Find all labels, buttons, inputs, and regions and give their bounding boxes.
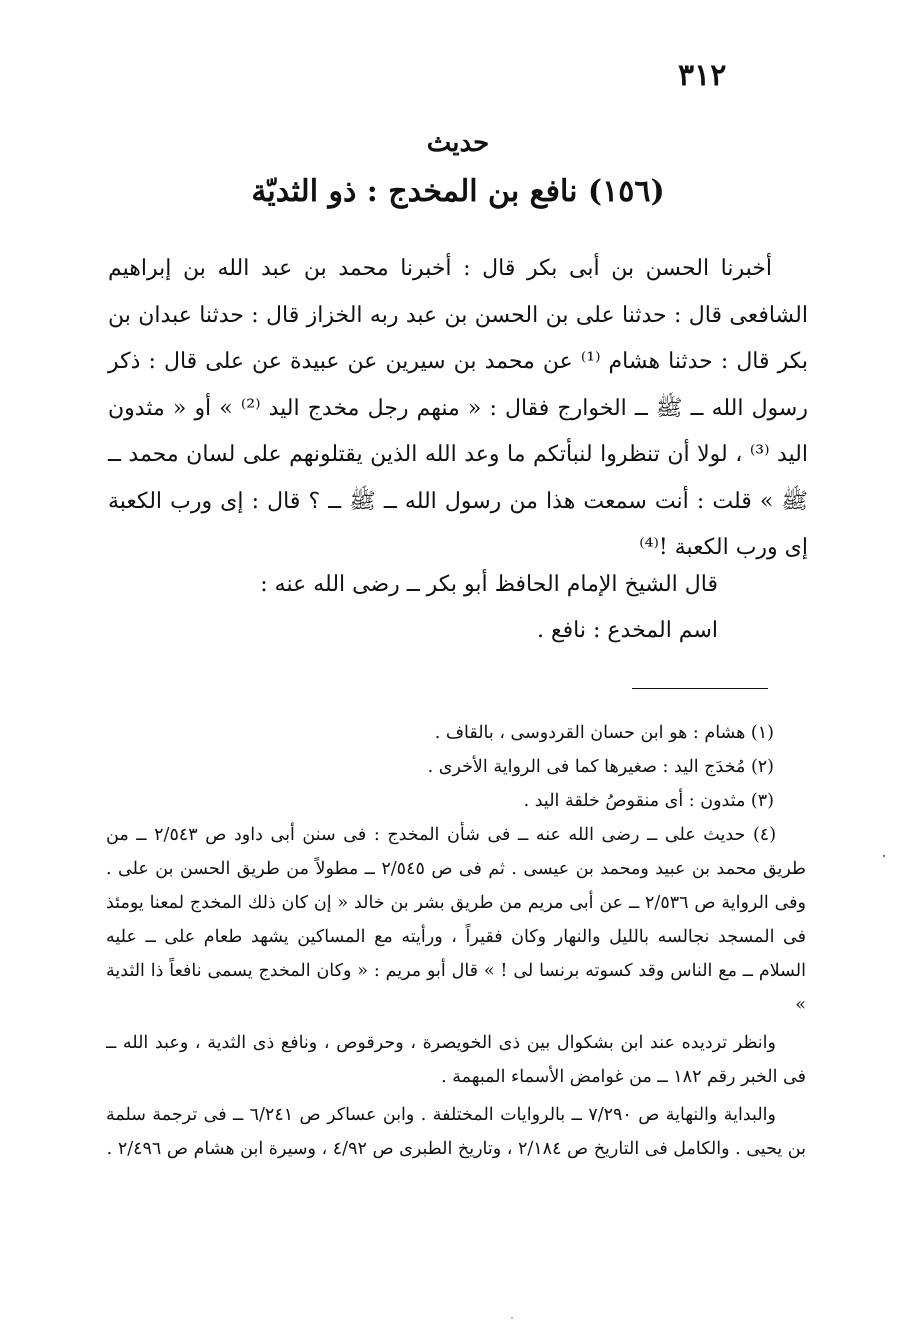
- footnote-divider: [632, 688, 768, 689]
- section-heading: حديث: [426, 128, 490, 158]
- footnotes: [106, 716, 806, 1166]
- page-number: ٣١٢: [678, 58, 727, 93]
- body-paragraph: أخبرنا الحسن بن أبى بكر قال : أخبرنا محمد بن عبد الله بن إبراهيم الشافعى قال : حدثنا على بن الحسن بن عبد ربه الخزاز قال : حدثنا عبدان بن بكر قال : حدثنا هشام ⁽¹⁾ عن محمد بن سيرين عن عبيدة عن على قال : ذكر رسول الله ــ ﷺ ــ الخوارج فقال : « منهم رجل مخدج اليد ⁽²⁾ » أو « مثدون اليد ⁽³⁾ ، لولا أن تنظروا لنبأتكم ما وعد الله الذين يقتلونهم على لسان محمد ــ ﷺ » قلت : أنت سمعت هذا من رسول الله ــ ﷺ ــ ؟ قال : إى ورب الكعبة إى ورب الكعبة !⁽⁴⁾: [108, 256, 808, 560]
- footnote-4-continuation-b: والبداية والنهاية ص ٧/٢٩٠ ــ بالروايات المختلفة . وابن عساكر ص ٦/٢٤١ ــ فى ترجمة سلمة بن يحيى . والكامل فى التاريخ ص ٢/١٨٤ ، وتاريخ الطبرى ص ٤/٩٢ ، وسيرة ابن هشام ص ٢/٤٩٦ .: [106, 1105, 806, 1159]
- hadith-title: (١٥٦) نافع بن المخدج : ذو الثديّة: [251, 174, 665, 209]
- sheikh-statement: قال الشيخ الإمام الحافظ أبو بكر ــ رضى الله عنه :: [260, 572, 718, 597]
- footnote-3: (٣) مثدون : أى منقوصُ خلقة اليد .: [523, 791, 774, 811]
- hadith-body: [108, 246, 808, 572]
- footnote-4: (٤) حديث على ــ رضى الله عنه ــ فى شأن المخدج : فى سنن أبى داود ص ٢/٥٤٣ ــ من طريق محمد بن عبيد ومحمد بن عيسى . ثم فى ص ٢/٥٤٥ ــ مطولاً من طريق الحسن بن على . وفى الرواية ص ٢/٥٣٦ ــ عن أبى مريم من طريق بشر بن خالد « إن كان ذلك المخدج لمعنا يومئذ فى المسجد نجالسه بالليل والنهار وكان فقيراً ، ورأيته مع المساكين يشهد طعام على ــ عليه السلام ــ مع الناس وقد كسوته برنسا لى ! » قال أبو مريم : « وكان المخدج يسمى نافعاً ذا الثدية »: [106, 825, 806, 1015]
- footnote-2: (٢) مُخدَج اليد : صغيرها كما فى الرواية الأخرى .: [427, 757, 774, 777]
- closing-statements: [108, 562, 718, 654]
- name-statement: اسم المخدع : نافع .: [536, 618, 718, 643]
- footnote-4-continuation-a: وانظر ترديده عند ابن بشكوال بين ذى الخويصرة ، وحرقوص ، ونافع ذى الثدية ، وعبد الله ــ فى الخبر رقم ١٨٢ ــ من غوامض الأسماء المبهمة .: [106, 1033, 806, 1087]
- footnote-1: (١) هشام : هو ابن حسان القردوسى ، بالقاف .: [434, 723, 774, 743]
